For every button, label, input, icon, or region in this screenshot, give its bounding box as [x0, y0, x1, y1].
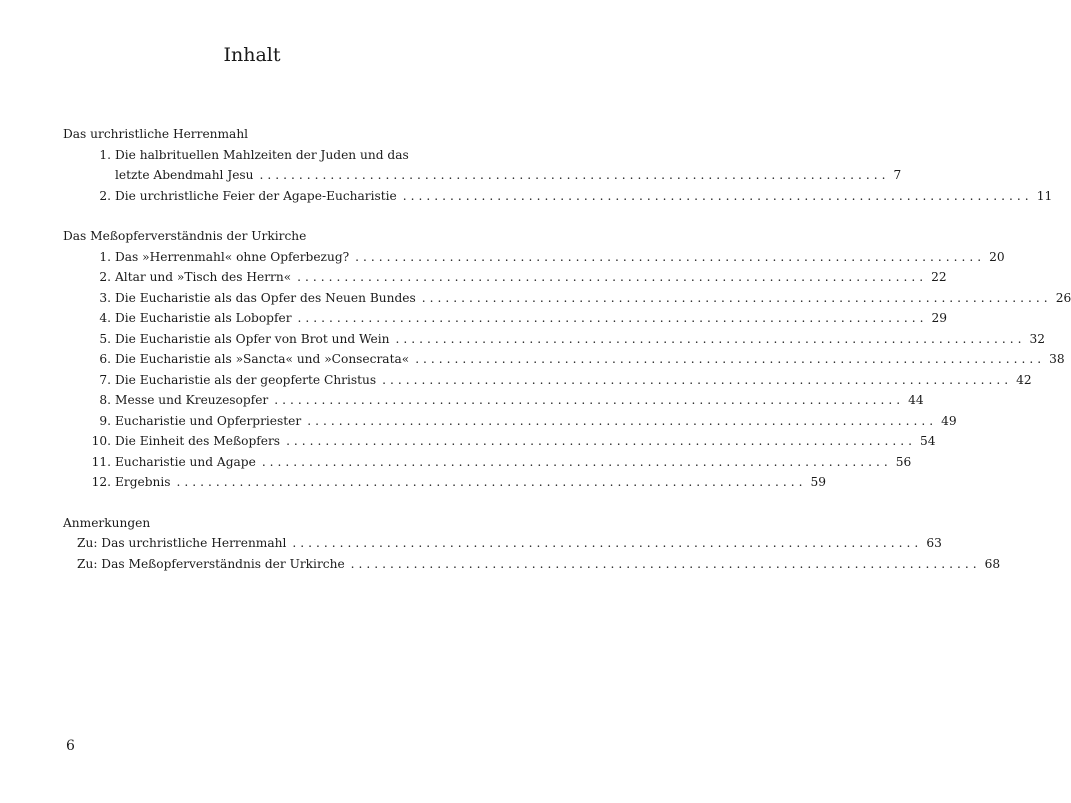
- entry-title: Die Eucharistie als Opfer von Brot und Wein: [115, 331, 390, 346]
- entry-page: 29: [931, 311, 947, 325]
- entry-number: 11.: [91, 454, 111, 469]
- toc-entry: [63, 145, 902, 186]
- entry-title: Zu: Das urchristliche Herrenmahl: [77, 536, 287, 550]
- entry-number: 9.: [99, 413, 111, 428]
- toc-section-messopfer: [63, 226, 1071, 493]
- leader-dots: ................................................................................: [415, 352, 1046, 366]
- entry-page: 22: [931, 270, 947, 284]
- leader-dots: ................................................................................: [297, 311, 928, 325]
- entry-number: 8.: [99, 393, 111, 407]
- entry-page: 68: [984, 556, 1001, 571]
- entry-page: 59: [810, 475, 826, 489]
- leader-dots: ................................................................................: [259, 168, 890, 182]
- entry-title: Die Eucharistie als der geopferte Christus: [115, 372, 377, 387]
- toc-entry: [63, 186, 1053, 207]
- entry-page: 32: [1029, 331, 1045, 346]
- page-title: Inhalt: [223, 44, 281, 66]
- entry-title: letzte Abendmahl Jesu: [115, 168, 254, 182]
- toc-entry: [63, 329, 1045, 350]
- toc-entry: [63, 349, 1065, 370]
- entry-number: 1.: [99, 147, 111, 162]
- entry-title: Eucharistie und Opferpriester: [115, 413, 302, 428]
- leader-dots: ................................................................................: [402, 188, 1033, 203]
- toc-entry: [63, 370, 1032, 391]
- entry-number: 5.: [99, 331, 111, 346]
- entry-title: Die Eucharistie als »Sancta« und »Consecrata«: [115, 352, 410, 366]
- toc-entry: [63, 431, 936, 452]
- toc-section-herrenmahl: [63, 124, 1053, 206]
- entry-page: 20: [989, 249, 1005, 264]
- entry-number: 7.: [99, 372, 111, 387]
- leader-dots: ................................................................................: [395, 331, 1026, 346]
- entry-page: 56: [895, 454, 912, 469]
- leader-dots: ................................................................................: [297, 270, 928, 284]
- entry-page: 63: [926, 536, 942, 550]
- entry-number: 3.: [99, 290, 111, 305]
- entry-number: 1.: [99, 249, 111, 264]
- section-heading: Das urchristliche Herrenmahl: [63, 127, 249, 141]
- entry-number: 2.: [99, 188, 111, 203]
- leader-dots: ................................................................................: [274, 393, 905, 407]
- entry-number: 10.: [91, 434, 111, 448]
- leader-dots: ................................................................................: [176, 475, 807, 489]
- entry-page: 54: [920, 434, 936, 448]
- entry-title: Die Eucharistie als Lobopfer: [115, 311, 292, 325]
- entry-title: Zu: Das Meßopferverständnis der Urkirche: [77, 556, 345, 571]
- entry-page: 11: [1036, 188, 1053, 203]
- toc-entry: [63, 411, 957, 432]
- entry-number: 2.: [99, 270, 111, 284]
- entry-number: 12.: [91, 475, 111, 489]
- toc-section-anmerkungen: [63, 513, 1001, 575]
- leader-dots: ................................................................................: [261, 454, 892, 469]
- toc-entry: [63, 533, 942, 554]
- toc-entry: [63, 554, 1001, 575]
- entry-page: 42: [1016, 372, 1032, 387]
- leader-dots: ................................................................................: [355, 249, 986, 264]
- toc-entry: [63, 472, 826, 493]
- table-of-contents: [63, 124, 1071, 594]
- entry-title: Das »Herrenmahl« ohne Opferbezug?: [115, 249, 350, 264]
- entry-number: 4.: [99, 311, 111, 325]
- leader-dots: ................................................................................: [421, 290, 1052, 305]
- toc-entry: [63, 267, 947, 288]
- toc-entry: [63, 308, 947, 329]
- entry-page: 44: [908, 393, 924, 407]
- section-heading: Das Meßopferverständnis der Urkirche: [63, 229, 307, 243]
- toc-entry: [63, 288, 1071, 309]
- entry-page: 49: [941, 413, 957, 428]
- toc-entry: [63, 390, 924, 411]
- entry-title: Altar und »Tisch des Herrn«: [115, 270, 292, 284]
- leader-dots: ................................................................................: [292, 536, 923, 550]
- leader-dots: ................................................................................: [286, 434, 916, 448]
- leader-dots: ................................................................................: [307, 413, 938, 428]
- leader-dots: ................................................................................: [350, 556, 981, 571]
- entry-number: 6.: [99, 352, 111, 366]
- entry-title: Die urchristliche Feier der Agape-Eucharistie: [115, 188, 397, 203]
- entry-title: Ergebnis: [115, 475, 171, 489]
- entry-title: Eucharistie und Agape: [115, 454, 256, 469]
- page-number: 6: [66, 738, 75, 754]
- section-heading: Anmerkungen: [63, 515, 151, 530]
- entry-title-line1: Die halbrituellen Mahlzeiten der Juden und das: [115, 147, 409, 162]
- entry-page: 38: [1049, 352, 1065, 366]
- leader-dots: ................................................................................: [382, 372, 1013, 387]
- entry-title: Die Einheit des Meßopfers: [115, 434, 281, 448]
- toc-entry: [63, 247, 1005, 268]
- entry-page: 7: [893, 168, 902, 182]
- entry-title: Messe und Kreuzesopfer: [115, 393, 269, 407]
- entry-title: Die Eucharistie als das Opfer des Neuen Bundes: [115, 290, 416, 305]
- toc-entry: [63, 452, 912, 473]
- entry-page: 26: [1055, 290, 1071, 305]
